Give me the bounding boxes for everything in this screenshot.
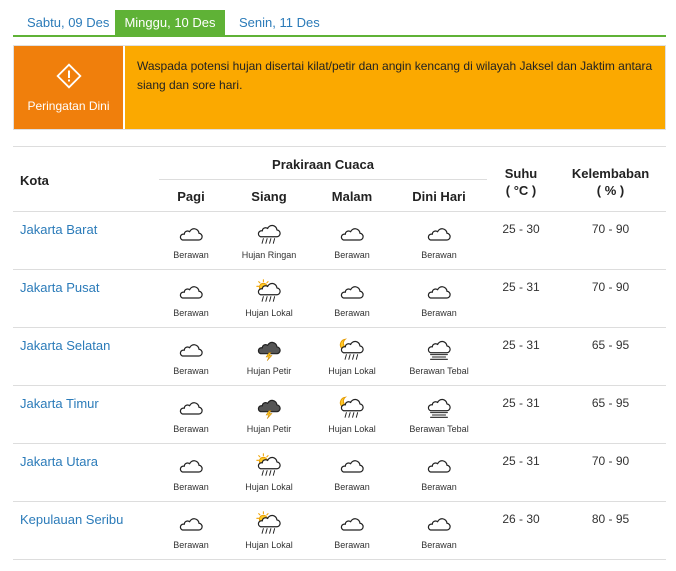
forecast-label: Berawan <box>173 482 209 492</box>
early-warning-message: Waspada potensi hujan disertai kilat/petir dan angin kencang di wilayah Jaksel dan Jaktim antara siang dan sore hari. <box>125 46 665 129</box>
forecast-cell <box>398 336 480 376</box>
forecast-label: Hujan Lokal <box>245 540 293 550</box>
tab-minggu[interactable]: Minggu, 10 Des <box>115 10 225 35</box>
forecast-label: Berawan <box>334 308 370 318</box>
cloudy-icon <box>176 220 206 246</box>
forecast-label: Berawan Tebal <box>409 424 469 434</box>
header-kelembaban <box>555 165 666 199</box>
humidity-value: 70 - 90 <box>591 454 630 468</box>
city-link[interactable]: Jakarta Utara <box>20 454 99 469</box>
forecast-cell <box>150 452 232 492</box>
cloudy-icon <box>176 394 206 420</box>
header-pagi: Pagi <box>177 189 205 204</box>
forecast-cell <box>398 452 480 492</box>
moon-rain-icon <box>337 394 367 420</box>
overcast-icon <box>424 394 454 420</box>
cloudy-icon <box>176 278 206 304</box>
table-row <box>13 444 666 502</box>
forecast-label: Berawan <box>173 250 209 260</box>
header-malam: Malam <box>331 189 373 204</box>
forecast-cell <box>311 336 393 376</box>
forecast-cell <box>398 220 480 260</box>
forecast-cell <box>150 394 232 434</box>
city-link[interactable]: Jakarta Timur <box>20 396 99 411</box>
header-kelembaban-label: Kelembaban <box>571 166 650 181</box>
table-row <box>13 328 666 386</box>
table-row <box>13 386 666 444</box>
forecast-label: Hujan Lokal <box>328 424 376 434</box>
forecast-label: Berawan <box>421 482 457 492</box>
forecast-cell <box>311 394 393 434</box>
divider <box>159 179 487 180</box>
forecast-label: Hujan Lokal <box>245 308 293 318</box>
cloudy-icon <box>424 220 454 246</box>
forecast-label: Hujan Lokal <box>328 366 376 376</box>
forecast-cell <box>228 394 310 434</box>
header-suhu-unit: ( °C ) <box>505 183 537 198</box>
forecast-cell <box>228 278 310 318</box>
cloudy-icon <box>424 452 454 478</box>
forecast-cell <box>228 336 310 376</box>
header-siang: Siang <box>251 189 287 204</box>
forecast-cell <box>228 220 310 260</box>
forecast-label: Berawan <box>173 366 209 376</box>
header-suhu <box>487 165 555 199</box>
forecast-label: Berawan Tebal <box>409 366 469 376</box>
sun-rain-icon <box>254 510 284 536</box>
cloudy-icon <box>176 452 206 478</box>
table-header <box>13 147 666 212</box>
early-warning-title: Peringatan Dini <box>27 98 110 113</box>
forecast-label: Hujan Lokal <box>245 482 293 492</box>
tab-sabtu[interactable]: Sabtu, 09 Des <box>27 15 110 30</box>
table-body <box>13 212 666 560</box>
humidity-value: 65 - 95 <box>591 338 630 352</box>
forecast-label: Berawan <box>173 540 209 550</box>
early-warning-label-box <box>14 46 123 129</box>
forecast-cell <box>398 510 480 550</box>
forecast-cell <box>398 278 480 318</box>
forecast-label: Berawan <box>421 250 457 260</box>
forecast-label: Hujan Petir <box>246 366 292 376</box>
cloudy-icon <box>337 278 367 304</box>
forecast-label: Berawan <box>421 540 457 550</box>
temperature-value: 25 - 31 <box>502 338 540 352</box>
header-kelembaban-unit: ( % ) <box>596 183 625 198</box>
cloudy-icon <box>337 452 367 478</box>
cloudy-icon <box>424 510 454 536</box>
tab-senin[interactable]: Senin, 11 Des <box>239 15 320 30</box>
forecast-label: Hujan Ringan <box>241 250 297 260</box>
warning-icon <box>56 63 82 89</box>
table-row <box>13 270 666 328</box>
sun-rain-icon <box>254 278 284 304</box>
cloudy-icon <box>337 220 367 246</box>
forecast-cell <box>228 452 310 492</box>
cloudy-icon <box>424 278 454 304</box>
sun-rain-icon <box>254 452 284 478</box>
cloudy-icon <box>176 510 206 536</box>
forecast-cell <box>311 278 393 318</box>
thunderstorm-icon <box>254 336 284 362</box>
humidity-value: 65 - 95 <box>591 396 630 410</box>
forecast-cell <box>150 336 232 376</box>
forecast-label: Berawan <box>334 540 370 550</box>
header-kota: Kota <box>20 173 49 188</box>
city-link[interactable]: Kepulauan Seribu <box>20 512 124 527</box>
humidity-value: 80 - 95 <box>591 512 630 526</box>
header-suhu-label: Suhu <box>504 166 538 181</box>
forecast-label: Berawan <box>173 424 209 434</box>
forecast-label: Hujan Petir <box>246 424 292 434</box>
forecast-cell <box>398 394 480 434</box>
weather-forecast-table <box>13 146 666 560</box>
day-tabs <box>13 10 666 37</box>
city-link[interactable]: Jakarta Selatan <box>20 338 111 353</box>
cloudy-icon <box>176 336 206 362</box>
forecast-label: Berawan <box>421 308 457 318</box>
thunderstorm-icon <box>254 394 284 420</box>
forecast-label: Berawan <box>334 482 370 492</box>
temperature-value: 25 - 31 <box>502 396 540 410</box>
forecast-cell <box>150 510 232 550</box>
city-link[interactable]: Jakarta Barat <box>20 222 98 237</box>
forecast-cell <box>311 452 393 492</box>
temperature-value: 25 - 31 <box>502 280 540 294</box>
forecast-cell <box>311 510 393 550</box>
forecast-cell <box>228 510 310 550</box>
light-rain-icon <box>254 220 284 246</box>
early-warning-banner <box>13 45 666 130</box>
temperature-value: 25 - 31 <box>502 454 540 468</box>
overcast-icon <box>424 336 454 362</box>
humidity-value: 70 - 90 <box>591 222 630 236</box>
header-dini-hari: Dini Hari <box>412 189 466 204</box>
forecast-cell <box>150 278 232 318</box>
header-prakiraan-cuaca: Prakiraan Cuaca <box>272 157 374 172</box>
table-row <box>13 502 666 560</box>
cloudy-icon <box>337 510 367 536</box>
forecast-cell <box>150 220 232 260</box>
moon-rain-icon <box>337 336 367 362</box>
city-link[interactable]: Jakarta Pusat <box>20 280 100 295</box>
table-row <box>13 212 666 270</box>
forecast-cell <box>311 220 393 260</box>
temperature-value: 25 - 30 <box>502 222 540 236</box>
humidity-value: 70 - 90 <box>591 280 630 294</box>
forecast-label: Berawan <box>173 308 209 318</box>
temperature-value: 26 - 30 <box>502 512 540 526</box>
forecast-label: Berawan <box>334 250 370 260</box>
